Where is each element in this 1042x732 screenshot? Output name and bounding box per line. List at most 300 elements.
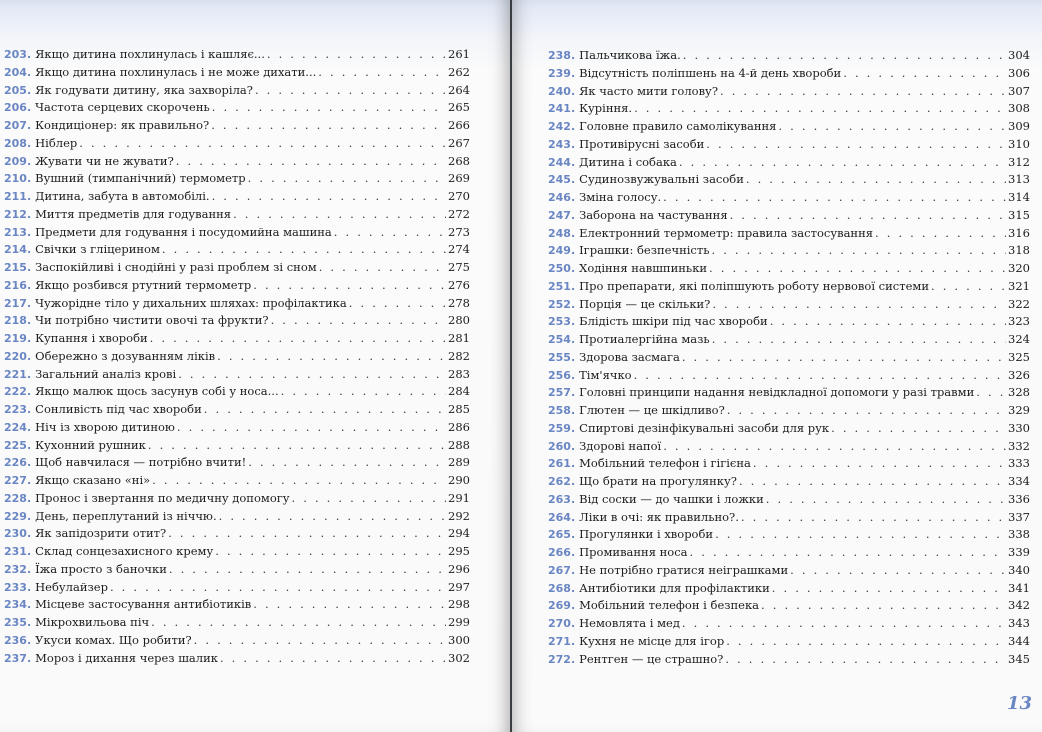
entry-page: 323 [1008,314,1030,329]
toc-entry [548,66,1030,84]
toc-entry [548,48,1030,66]
toc-entry [4,171,470,189]
entry-number: 215. [4,261,32,274]
toc-entry [548,243,1030,261]
dot-leader [706,137,1006,151]
entry-page: 273 [448,224,470,239]
toc-entry [548,84,1030,102]
entry-number: 219. [4,332,32,345]
entry-title: Рентген — це страшно? [579,651,724,666]
toc-entry [548,545,1030,563]
entry-page: 288 [448,437,470,452]
entry-number: 246. [548,191,576,204]
dot-leader [176,154,446,168]
entry-number: 208. [4,136,32,150]
entry-title: Головні принципи надання невідкладної допомоги у разі травми [579,385,975,400]
entry-number: 240. [548,84,576,98]
entry-title: Частота серцевих скорочень [35,100,210,115]
dot-leader [151,615,446,629]
entry-title: Мороз і дихання через шалик [35,650,218,665]
entry-page: 340 [1008,562,1030,577]
entry-page: 298 [448,597,470,612]
toc-entry [4,136,470,154]
entry-number: 203. [4,48,32,61]
entry-page: 291 [448,490,470,505]
entry-number: 216. [4,278,32,292]
entry-page: 285 [448,402,470,416]
entry-title: Заборона на частування [579,207,728,222]
dot-leader [683,48,1006,62]
dot-leader [712,332,1006,346]
entry-title: Антибіотики для профілактики [579,580,770,595]
entry-title: Головне правило самолікування [579,119,777,133]
entry-title: Щоб навчилася — потрібно вчити! [35,455,247,470]
toc-entry [548,456,1030,474]
entry-page: 299 [448,615,470,629]
entry-number: 247. [548,208,576,222]
entry-title: Заспокійливі і снодійні у разі проблем зі сном [35,260,317,274]
entry-page: 304 [1008,48,1030,62]
entry-title: Глютен — це шкідливо? [579,403,725,417]
entry-number: 234. [4,598,32,612]
entry-title: Протиалергійна мазь [579,332,710,346]
dot-leader [730,208,1006,222]
dot-leader [177,420,446,434]
entry-title: Як запідозрити отит? [35,526,167,541]
toc-entry [4,278,470,296]
entry-page: 295 [448,544,470,558]
toc-entry [4,65,470,83]
dot-leader [741,510,1006,524]
dot-leader [349,296,446,310]
entry-number: 212. [4,207,32,221]
entry-number: 235. [4,616,32,629]
entry-title: Предмети для годування і посудомийна машина [35,224,332,239]
entry-page: 308 [1008,101,1030,116]
entry-number: 231. [4,545,32,558]
entry-page: 329 [1008,403,1030,417]
entry-page: 341 [1008,580,1030,595]
dot-leader [727,403,1006,417]
toc-entry [4,455,470,473]
dot-leader [682,350,1006,364]
entry-title: Як годувати дитину, яка захворіла? [35,82,253,97]
entry-title: Не потрібно гратися неіграшками [579,562,789,577]
entry-number: 269. [548,599,576,613]
entry-title: Пронос і звертання по медичну допомогу [35,490,290,505]
entry-page: 264 [448,82,470,97]
dot-leader [267,47,446,61]
entry-page: 342 [1008,598,1030,613]
toc-entry [4,260,470,278]
dot-leader [319,260,446,274]
dot-leader [663,190,1006,204]
entry-page: 266 [448,118,470,132]
toc-entry [4,242,470,260]
toc-entry [548,616,1030,634]
entry-number: 253. [548,315,576,329]
page-number: 13 [1006,693,1032,714]
entry-number: 255. [548,350,576,364]
entry-title: Купання і хвороби [35,331,148,345]
entry-page: 334 [1008,474,1030,488]
entry-number: 239. [548,66,576,80]
toc-entry [4,47,470,65]
dot-leader [204,402,446,416]
entry-title: Вушний (тимпанічний) термометр [35,171,246,186]
entry-title: Як часто мити голову? [579,83,718,98]
entry-page: 294 [448,526,470,541]
toc-entry [4,154,470,172]
left-page [0,0,510,732]
entry-title: Ліки в очі: як правильно?. [579,509,739,524]
entry-title: Прогулянки і хвороби [579,527,714,542]
toc-entry [4,225,470,243]
entry-title: Порція — це скільки? [579,296,711,311]
dot-leader [253,597,446,611]
entry-page: 320 [1008,261,1030,275]
entry-number: 225. [4,438,32,452]
entry-page: 325 [1008,349,1030,364]
entry-number: 220. [4,349,32,363]
dot-leader [778,119,1006,133]
toc-entry [548,350,1030,368]
entry-title: Чужорідне тіло у дихальних шляхах: профілактика [35,295,347,310]
toc-entry [548,385,1030,403]
entry-title: Якщо дитина похлинулась і кашляє... [35,47,265,61]
dot-leader [150,331,446,345]
entry-number: 238. [548,49,576,62]
entry-page: 322 [1008,296,1030,311]
toc-entry [4,384,470,402]
dot-leader [725,652,1006,666]
entry-page: 326 [1008,367,1030,382]
entry-page: 270 [448,189,470,203]
toc-entry [548,492,1030,510]
entry-number: 218. [4,314,32,328]
entry-page: 261 [448,47,470,61]
entry-number: 266. [548,546,576,559]
entry-title: Електронний термометр: правила застосування [579,225,874,240]
entry-page: 330 [1008,420,1030,435]
dot-leader [248,455,446,469]
toc-entry [548,403,1030,421]
right-page [512,0,1042,732]
dot-leader [726,634,1006,648]
entry-number: 214. [4,243,32,257]
entry-title: Дитина, забута в автомобілі. [35,189,210,203]
entry-title: Їжа просто з баночки [35,561,167,576]
toc-entry [548,421,1030,439]
entry-number: 258. [548,404,576,417]
dot-leader [211,118,446,132]
entry-number: 222. [4,385,32,399]
entry-page: 336 [1008,491,1030,506]
entry-number: 227. [4,474,32,487]
entry-number: 265. [548,528,576,542]
dot-leader [711,243,1006,257]
entry-title: Мікрохвильова піч [35,615,150,629]
entry-title: Місцеве застосування антибіотиків [35,597,252,612]
entry-page: 267 [448,135,470,150]
dot-leader [148,438,446,452]
entry-number: 271. [548,634,576,648]
entry-page: 297 [448,579,470,594]
toc-entry [548,261,1030,279]
entry-page: 275 [448,260,470,274]
dot-leader [715,527,1006,541]
entry-title: Спиртові дезінфікувальні засоби для рук [579,420,830,435]
toc-entry [548,581,1030,599]
entry-title: Здорові напої [579,438,662,453]
entry-number: 267. [548,563,576,577]
toc-entry [548,652,1030,670]
entry-title: Відсутність поліпшень на 4-й день хвороби [579,65,842,80]
entry-page: 280 [448,313,470,328]
dot-leader [770,314,1006,328]
entry-title: Мобільний телефон і гігієна [579,456,751,471]
entry-page: 339 [1008,545,1030,559]
toc-entry [548,155,1030,173]
entry-number: 250. [548,262,576,275]
entry-title: Промивання носа [579,545,688,559]
dot-leader [220,651,446,665]
toc-entry [4,526,470,544]
entry-number: 243. [548,137,576,151]
entry-title: Що брати на прогулянку? [579,474,737,488]
entry-page: 328 [1008,385,1030,400]
entry-number: 241. [548,102,576,116]
entry-title: Якщо дитина похлинулась і не може дихати... [35,64,317,79]
dot-leader [976,385,1006,399]
entry-title: Миття предметів для годування [35,206,232,221]
entry-number: 207. [4,119,32,132]
entry-title: Ходіння навшпиньки [579,261,708,275]
toc-entry [4,296,470,314]
entry-number: 260. [548,439,576,453]
toc-entry [4,562,470,580]
entry-title: Сонливість під час хвороби [35,402,202,416]
entry-number: 211. [4,190,32,203]
dot-leader [720,84,1006,98]
toc-entry [4,473,470,491]
entry-number: 242. [548,120,576,133]
entry-title: Загальний аналіз крові [35,366,177,381]
entry-number: 236. [4,633,32,647]
entry-title: Склад сонцезахисного крему [35,544,214,558]
dot-leader [682,616,1006,630]
toc-entry [4,189,470,207]
toc-entry [4,349,470,367]
entry-title: Кондиціонер: як правильно? [35,118,210,132]
dot-leader [233,207,446,221]
entry-number: 272. [548,652,576,666]
entry-page: 300 [448,632,470,647]
entry-page: 343 [1008,616,1030,630]
entry-title: Якщо малюк щось засунув собі у носа... [35,384,279,399]
toc-entry [548,172,1030,190]
entry-number: 248. [548,226,576,240]
dot-leader [634,101,1006,115]
toc-entry [548,208,1030,226]
dot-leader [215,544,446,558]
entry-page: 324 [1008,332,1030,346]
entry-title: Від соски — до чашки і ложки [579,491,764,506]
entry-page: 281 [448,331,470,345]
dot-leader [761,598,1006,612]
entry-title: Пальчикова їжа. [579,48,681,62]
entry-number: 209. [4,154,32,168]
dot-leader [875,226,1006,240]
entry-number: 233. [4,580,32,594]
entry-title: Мобільний телефон і безпека [579,598,760,613]
entry-title: День, переплутаний із ніччю. [35,508,217,523]
toc-entry [548,439,1030,457]
toc-entry [548,510,1030,528]
entry-page: 269 [448,171,470,186]
entry-page: 337 [1008,509,1030,524]
entry-title: Якщо сказано «ні» [35,473,151,487]
entry-page: 278 [448,295,470,310]
toc-entry [548,279,1030,297]
toc-entry [4,651,470,669]
entry-title: Судинозвужувальні засоби [579,172,744,187]
entry-page: 315 [1008,207,1030,222]
toc-entry [548,563,1030,581]
entry-page: 272 [448,206,470,221]
entry-title: Небулайзер [35,579,108,594]
toc-entry [4,100,470,118]
toc-entry [548,101,1030,119]
entry-page: 284 [448,384,470,399]
dot-leader [255,83,446,97]
entry-title: Зміна голосу. [579,190,662,204]
entry-title: Ніч із хворою дитиною [35,419,175,434]
entry-number: 256. [548,368,576,382]
entry-page: 309 [1008,119,1030,133]
toc-entry [4,118,470,136]
toc-entry [4,83,470,101]
entry-number: 237. [4,651,32,665]
entry-title: Обережно з дозуванням ліків [35,348,216,363]
dot-leader [663,439,1006,453]
toc-entry [4,438,470,456]
toc-entry [4,207,470,225]
dot-leader [162,242,446,256]
toc-entry [4,633,470,651]
toc-entry [4,580,470,598]
entry-page: 313 [1008,172,1030,187]
dot-leader [634,368,1006,382]
entry-number: 252. [548,297,576,311]
entry-number: 270. [548,617,576,630]
dot-leader [709,261,1006,275]
toc-entry [4,615,470,633]
dot-leader [690,545,1007,559]
entry-number: 206. [4,101,32,115]
dot-leader [110,580,446,594]
toc-entry [4,597,470,615]
entry-title: Кухонний рушник [35,437,146,452]
entry-number: 230. [4,527,32,541]
dot-leader [212,189,446,203]
dot-leader [169,562,446,576]
entry-page: 286 [448,419,470,434]
entry-number: 259. [548,421,576,435]
entry-number: 228. [4,491,32,505]
toc-entry [4,331,470,349]
toc-entry [4,509,470,527]
entry-page: 283 [448,366,470,381]
dot-leader [152,473,446,487]
entry-title: Противірусні засоби [579,136,705,151]
dot-leader [194,633,446,647]
entry-number: 217. [4,296,32,310]
entry-number: 257. [548,386,576,400]
toc-entry [4,544,470,562]
dot-leader [168,526,446,540]
entry-title: Іграшки: безпечність [579,243,710,258]
dot-leader [843,66,1006,80]
entry-number: 245. [548,173,576,187]
entry-number: 264. [548,510,576,524]
entry-number: 262. [548,475,576,488]
entry-page: 345 [1008,651,1030,666]
entry-page: 268 [448,153,470,168]
entry-title: Блідість шкіри під час хвороби [579,314,768,329]
toc-entry [4,420,470,438]
entry-title: Чи потрібно чистити овочі та фрукти? [35,313,269,328]
entry-number: 210. [4,172,32,186]
dot-leader [679,155,1006,169]
dot-leader [766,492,1006,506]
toc-entry [548,474,1030,492]
dot-leader [253,278,446,292]
toc-entry [4,313,470,331]
entry-page: 310 [1008,136,1030,151]
entry-page: 321 [1008,278,1030,293]
entry-title: Дитина і собака [579,154,677,169]
entry-title: Тім'ячко [579,367,632,382]
entry-title: Куріння. [579,101,633,116]
entry-page: 276 [448,277,470,292]
entry-number: 205. [4,83,32,97]
entry-page: 307 [1008,83,1030,98]
toc-entry [548,598,1030,616]
entry-number: 261. [548,457,576,471]
toc-entry [548,137,1030,155]
dot-leader [281,384,446,398]
dot-leader [831,421,1006,435]
dot-leader [248,171,446,185]
entry-number: 221. [4,367,32,381]
entry-number: 263. [548,492,576,506]
dot-leader [334,225,446,239]
dot-leader [271,313,446,327]
entry-number: 213. [4,225,32,239]
entry-number: 223. [4,403,32,416]
dot-leader [753,456,1006,470]
dot-leader [217,349,446,363]
entry-page: 344 [1008,633,1030,648]
toc-entry [4,491,470,509]
entry-page: 289 [448,455,470,470]
toc-entry [4,367,470,385]
entry-page: 290 [448,473,470,487]
entry-title: Якщо розбився ртутний термометр [35,277,252,292]
dot-leader [746,172,1006,186]
entry-page: 306 [1008,65,1030,80]
